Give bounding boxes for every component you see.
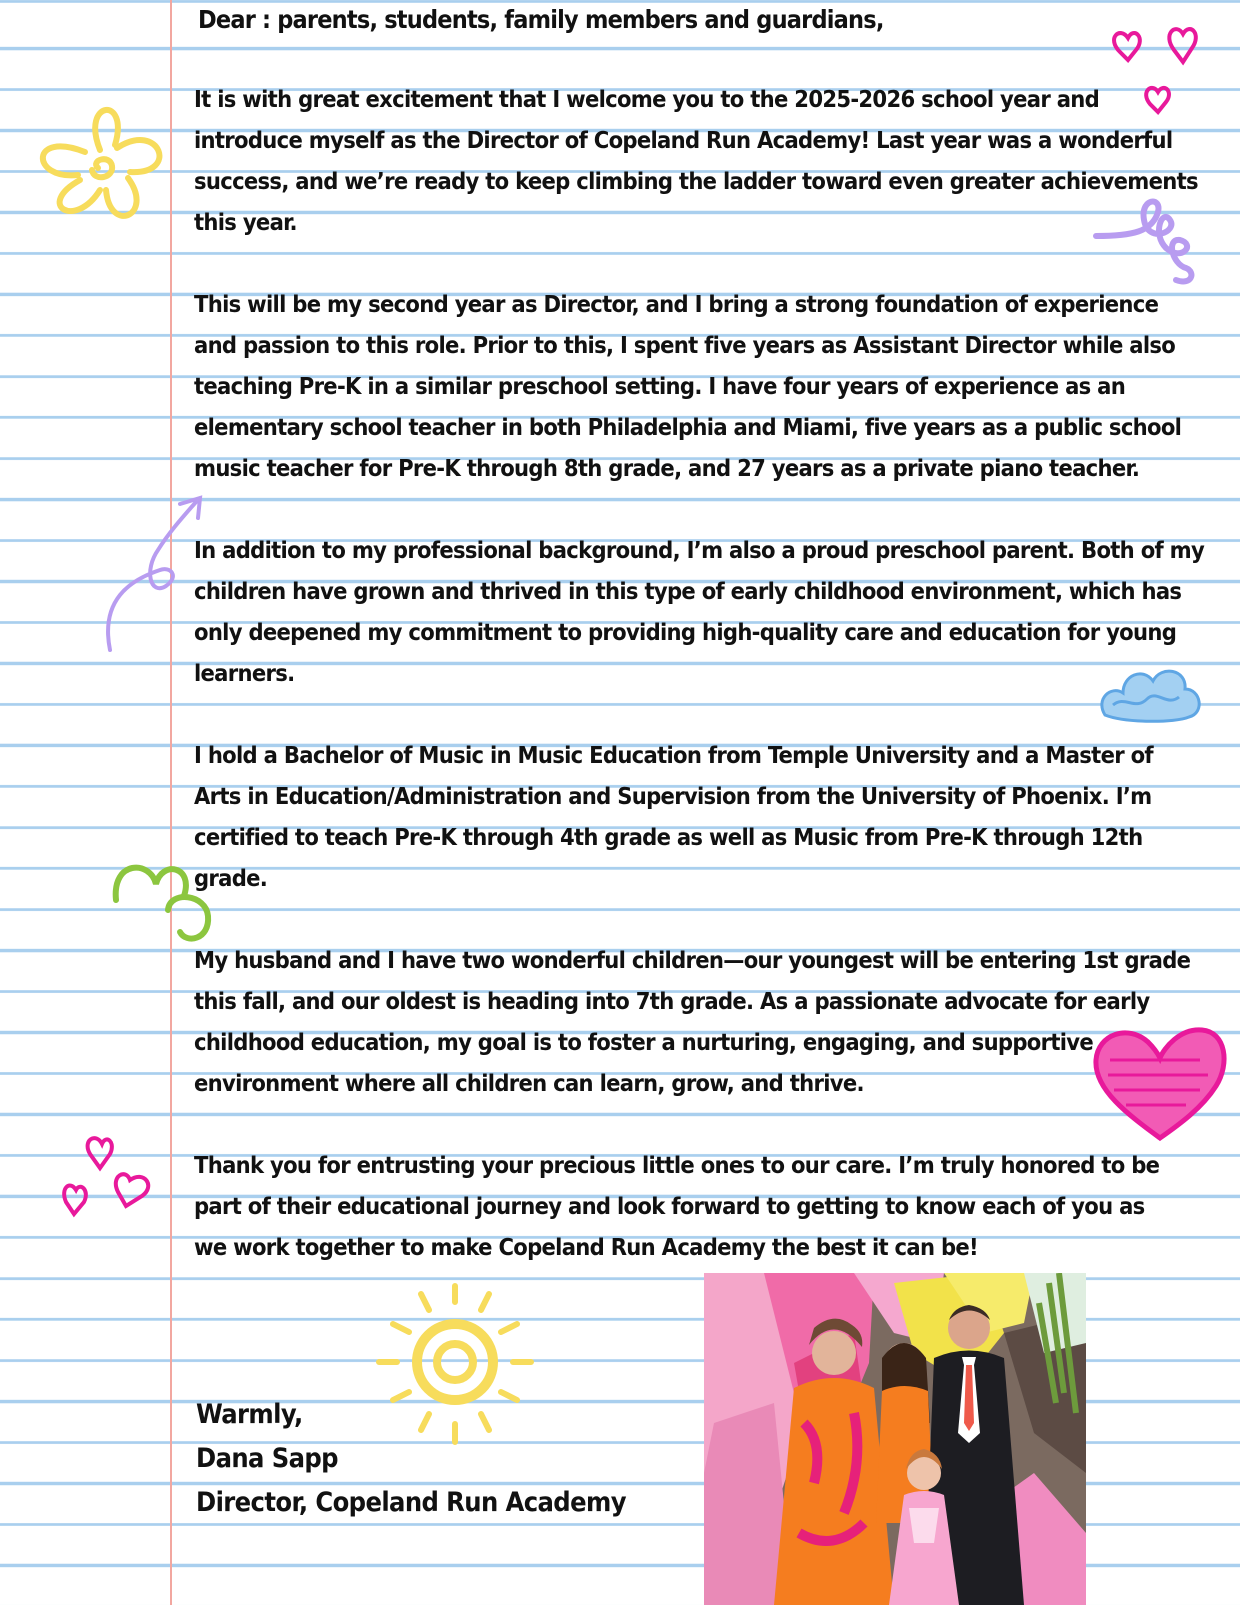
curl-icon bbox=[110, 840, 220, 950]
text-line: In addition to my professional background, I’m also a proud preschool parent. Both of my bbox=[194, 536, 1205, 564]
flower-icon bbox=[20, 90, 180, 240]
text-line: It is with great excitement that I welcome you to the 2025-2026 school year and bbox=[194, 85, 1100, 113]
signer-name: Dana Sapp bbox=[196, 1443, 338, 1474]
letter-greeting: Dear : parents, students, family members and guardians, bbox=[198, 5, 884, 34]
arrow-icon bbox=[100, 490, 220, 660]
signer-title: Director, Copeland Run Academy bbox=[196, 1487, 626, 1518]
heart-icon bbox=[1090, 1020, 1230, 1150]
text-line: Arts in Education/Administration and Supervision from the University of Phoenix. I’m bbox=[194, 782, 1152, 810]
text-line: we work together to make Copeland Run Academy the best it can be! bbox=[194, 1233, 978, 1261]
text-line: and passion to this role. Prior to this, I spent five years as Assistant Director while also bbox=[194, 331, 1176, 359]
text-line: environment where all children can learn, grow, and thrive. bbox=[194, 1069, 864, 1097]
paragraph-2 bbox=[194, 284, 1194, 489]
text-line: Thank you for entrusting your precious little ones to our care. I’m truly honored to be bbox=[194, 1151, 1160, 1179]
sign-off: Warmly, bbox=[196, 1399, 303, 1430]
paragraph-5 bbox=[194, 940, 1194, 1104]
heart-icon bbox=[60, 1130, 160, 1230]
family-photo bbox=[704, 1273, 1086, 1605]
text-line: My husband and I have two wonderful children—our youngest will be entering 1st grade bbox=[194, 946, 1191, 974]
text-line: learners. bbox=[194, 659, 295, 687]
text-line: teaching Pre-K in a similar preschool setting. I have four years of experience as an bbox=[194, 372, 1126, 400]
text-line: introduce myself as the Director of Copeland Run Academy! Last year was a wonderful bbox=[194, 126, 1173, 154]
text-line: success, and we’re ready to keep climbing the ladder toward even greater achievements bbox=[194, 167, 1198, 195]
paragraph-4 bbox=[194, 735, 1194, 899]
text-line: elementary school teacher in both Philadelphia and Miami, five years as a public school bbox=[194, 413, 1182, 441]
paragraph-6 bbox=[194, 1145, 1194, 1268]
sun-icon bbox=[375, 1280, 535, 1450]
text-line: childhood education, my goal is to foster a nurturing, engaging, and supportive bbox=[194, 1028, 1094, 1056]
text-line: only deepened my commitment to providing high-quality care and education for young bbox=[194, 618, 1177, 646]
text-line: grade. bbox=[194, 864, 268, 892]
paragraph-3 bbox=[194, 530, 1205, 694]
squiggle-icon bbox=[1092, 190, 1202, 300]
heart-icon bbox=[1108, 22, 1208, 122]
margin-line bbox=[170, 0, 172, 1605]
cloud-icon bbox=[1095, 655, 1205, 735]
text-line: part of their educational journey and look forward to getting to know each of you as bbox=[194, 1192, 1145, 1220]
paragraph-1 bbox=[194, 79, 1198, 243]
text-line: this fall, and our oldest is heading into 7th grade. As a passionate advocate for early bbox=[194, 987, 1150, 1015]
text-line: this year. bbox=[194, 208, 297, 236]
text-line: I hold a Bachelor of Music in Music Education from Temple University and a Master of bbox=[194, 741, 1153, 769]
text-line: This will be my second year as Director, and I bring a strong foundation of experience bbox=[194, 290, 1159, 318]
text-line: music teacher for Pre-K through 8th grade, and 27 years as a private piano teacher. bbox=[194, 454, 1140, 482]
text-line: certified to teach Pre-K through 4th grade as well as Music from Pre-K through 12th bbox=[194, 823, 1143, 851]
text-line: children have grown and thrived in this type of early childhood environment, which has bbox=[194, 577, 1182, 605]
family-photo-art bbox=[704, 1273, 1086, 1605]
